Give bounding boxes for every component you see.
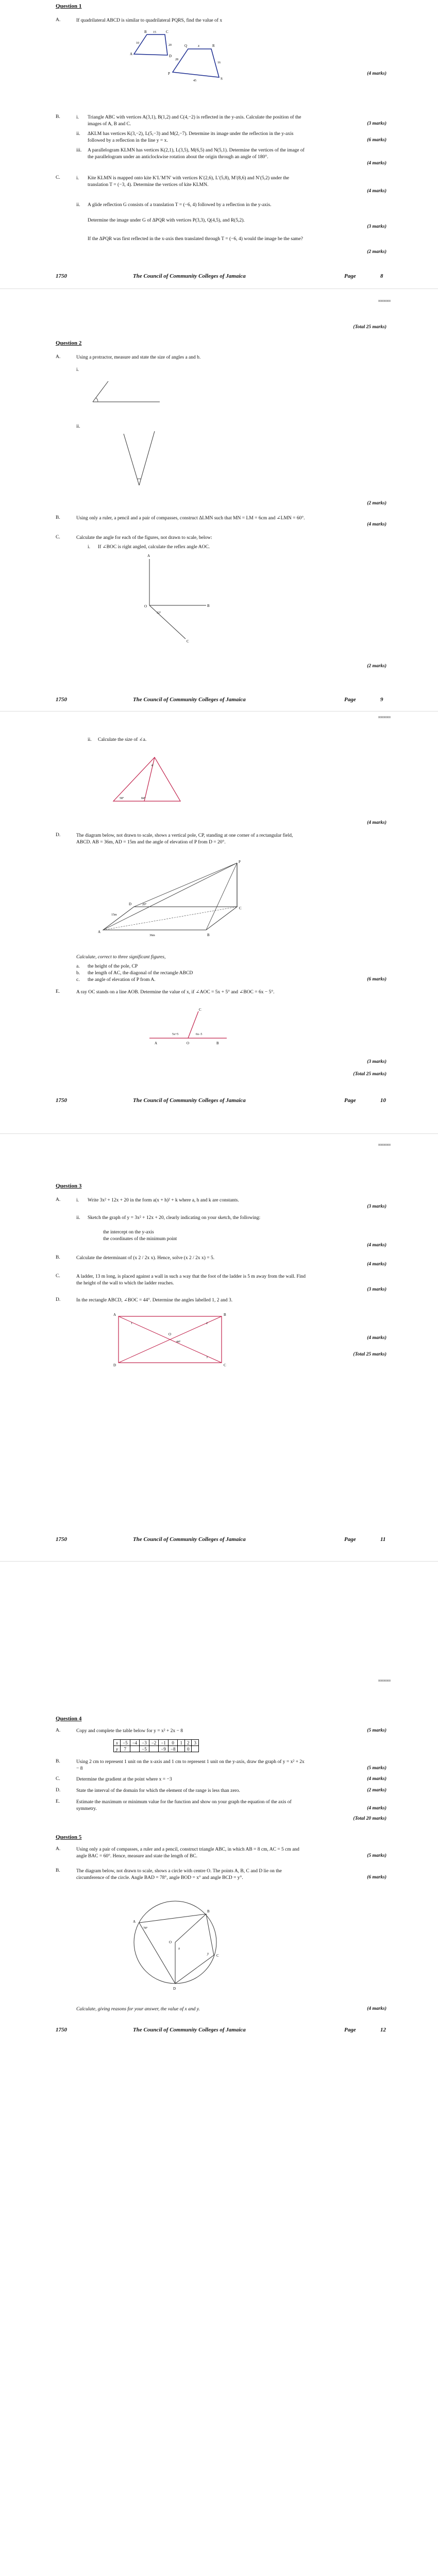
footer-page-number: 8 <box>380 273 383 279</box>
q2-d-fig-15m: 15m <box>111 913 117 917</box>
q2-c-i-marks: (2 marks) <box>367 664 386 669</box>
q2-e-fig-b: B <box>216 1041 219 1045</box>
q2-d-c-text: the angle of elevation of P from A. <box>88 977 156 982</box>
footer-code: 1750 <box>56 1536 67 1543</box>
q2-c-i-label: i. <box>88 545 91 550</box>
q2-d-b-text: the length of AC, the diagonal of the rectangle ABCD <box>88 971 193 976</box>
q3-b-label: B. <box>56 1255 60 1260</box>
table-cell <box>130 1746 140 1752</box>
page-code: 00000000 <box>378 1680 391 1683</box>
table-cell: y <box>114 1746 121 1752</box>
q2-c-i-fig-b: B <box>207 604 210 608</box>
q2-d-marks: (6 marks) <box>367 977 386 982</box>
q4-total: (Total 20 marks) <box>353 1816 386 1821</box>
q1-b-ii-text: ΔKLM has vertices K(3,−2), L(5,−3) and M(2,−7). Determine its image under the reflection in the y-axis followed by a reflection in the line y = x. <box>88 131 294 143</box>
q4-b-text: Using 2 cm to represent 1 unit on the x-axis and 1 cm to represent 1 unit on the y-axis, draw the graph of y = x² + 2x − 8 <box>76 1759 305 1771</box>
table-cell: 2 <box>184 1740 192 1746</box>
q1-c-i-text: Kite KLMN is mapped onto kite K′L′M′N′ with vertices K′(2,6), L′(5,8), M′(8,6) and N′(5,2) under the translation T = (−3, 4). Determine the vertices of kite KLMN. <box>88 176 290 188</box>
q1-a-fig-side-x: x <box>198 44 200 48</box>
q4-c-label: C. <box>56 1776 60 1782</box>
q2-d-a-label: a. <box>76 964 80 969</box>
q1-c-ii-text2: Determine the image under G of ΔPQR with vertices P(3,3), Q(4,5), and R(5,2). <box>88 218 245 223</box>
table-cell: −9 <box>159 1746 169 1752</box>
table-cell: −2 <box>149 1740 159 1746</box>
footer-council: The Council of Community Colleges of Jamaica <box>133 273 246 279</box>
q5-a-marks: (5 marks) <box>367 1853 386 1858</box>
q2-c-ii-fig-a: a <box>151 763 154 767</box>
q2-c-label: C. <box>56 535 60 540</box>
q1-c-i-marks: (4 marks) <box>367 189 386 194</box>
q1-a-fig-label-s: S <box>221 77 223 81</box>
q3-a-ii-marks: (4 marks) <box>367 1243 386 1248</box>
q3-a-i-text: Write 3x² + 12x + 20 in the form a(x + h)² + k where a, h and k are constants. <box>88 1198 239 1203</box>
table-cell: −1 <box>159 1740 169 1746</box>
footer-council: The Council of Community Colleges of Jamaica <box>133 1536 246 1543</box>
q1-b-i-text: Triangle ABC with vertices A(3,1), B(1,2) and C(4,−2) is reflected in the y-axis. Calculate the position of the images of A, B and C. <box>88 115 301 127</box>
q4-a-values-table <box>113 1739 199 1752</box>
footer-code: 1750 <box>56 2027 67 2033</box>
table-row-x <box>114 1740 199 1746</box>
q3-b-text: Calculate the determinant of (x 2 / 2x x). Hence, solve (x 2 / 2x x) = 5. <box>76 1256 215 1261</box>
q1-a-fig-label-c: C <box>166 30 169 34</box>
q3-d-fig-a: A <box>113 1313 116 1317</box>
q4-a-label: A. <box>56 1728 61 1733</box>
q1-a-fig-side-10: 10 <box>136 42 139 45</box>
q2-a-angle-b-figure <box>119 423 180 490</box>
footer-page-word: Page <box>344 1536 356 1543</box>
q4-d-text: State the interval of the domain for which the element of the range is less than zero. <box>76 1788 240 1793</box>
footer-page-number: 11 <box>380 1536 386 1543</box>
q2-c-ii-label: ii. <box>88 737 92 742</box>
q4-d-marks: (2 marks) <box>367 1788 386 1793</box>
page-code: 00000000 <box>378 716 391 719</box>
q5-b-circle-figure <box>119 1891 232 1994</box>
q2-c-ii-text: Calculate the size of ∠a. <box>98 737 147 742</box>
table-cell: −5 <box>140 1746 149 1752</box>
q5-b-fig-y: y <box>207 1952 209 1956</box>
q1-b-i-label: i. <box>76 115 79 120</box>
q5-a-text: Using only a pair of compasses, a ruler and a pencil, construct triangle ABC, in which AB = 8 cm, AC = 5 cm and angle BAC = 60°. Hence, measure and state the length of BC. <box>76 1847 299 1859</box>
q1-a-fig-label-q: Q <box>184 44 188 48</box>
q4-c-marks: (4 marks) <box>367 1776 386 1782</box>
q2-c-text: Calculate the angle for each of the figures, not drawn to scale, below: <box>76 535 212 540</box>
footer-council: The Council of Community Colleges of Jamaica <box>133 2027 246 2033</box>
q5-b-fig-b: B <box>207 1909 210 1913</box>
q5-b-text: The diagram below, not drawn to scale, shows a circle with centre O. The points A, B, C and D lie on the circumference of the circle. Angle BAD = 78°, angle BOD = x° and angle BCD = y°. <box>76 1869 282 1880</box>
q1-c-ii-marks: (3 marks) <box>367 224 386 229</box>
footer-council: The Council of Community Colleges of Jamaica <box>133 697 246 703</box>
q5-b-fig-o: O <box>169 1940 172 1944</box>
table-cell: 0 <box>184 1746 192 1752</box>
q2-c-i-fig-a: A <box>147 554 150 558</box>
q1-a-fig-label-b: B <box>144 30 147 34</box>
q2-e-fig-c: C <box>199 1008 201 1012</box>
q2-c-ii-triangle-figure <box>108 750 191 811</box>
q5-b-calc-marks: (4 marks) <box>367 2006 386 2011</box>
q4-a-text: Copy and complete the table below for y = x² + 2x − 8 <box>76 1728 183 1734</box>
q2-c-i-text: If ∠BOC is right angled, calculate the reflex angle AOC. <box>98 545 210 550</box>
q2-c-i-reflex-figure <box>134 554 211 652</box>
q2-a-label: A. <box>56 354 61 360</box>
q2-b-label: B. <box>56 515 60 520</box>
q2-total: (Total 25 marks) <box>353 1072 386 1077</box>
q2-e-fig-o: O <box>187 1041 190 1045</box>
q1-b-i-marks: (3 marks) <box>367 121 386 126</box>
q2-e-fig-angle1: 5x+5 <box>172 1033 179 1036</box>
q3-d-fig-3: 3 <box>206 1356 208 1359</box>
footer-page-number: 10 <box>380 1097 386 1104</box>
page-11 <box>0 1133 438 1571</box>
q1-a-marks: (4 marks) <box>367 71 386 76</box>
q2-d-fig-20deg: 20° <box>142 903 147 906</box>
q2-d-b-label: b. <box>76 971 80 976</box>
question-2-title: Question 2 <box>56 340 82 346</box>
q3-c-marks: (3 marks) <box>367 1287 386 1292</box>
page-code: 00000000 <box>378 300 391 303</box>
q2-d-text: The diagram below, not drawn to scale, shows a vertical pole, CP, standing at one corner of a rectangular field, ABCD. AB = 36m, AD = 15m and the angle of elevation of P from D = 20°. <box>76 833 293 845</box>
table-cell: 0 <box>168 1740 178 1746</box>
q3-total: (Total 25 marks) <box>353 1352 386 1357</box>
q1-a-fig-side-20: 20 <box>169 44 172 47</box>
q2-a-i-label: i. <box>76 367 79 372</box>
q1-b-iii-marks: (4 marks) <box>367 161 386 166</box>
q3-a-ii-a: the intercept on the y-axis <box>103 1230 154 1235</box>
footer-council: The Council of Community Colleges of Jamaica <box>133 1097 246 1104</box>
q3-d-marks: (4 marks) <box>367 1335 386 1341</box>
q1-b-label: B. <box>56 114 60 120</box>
q2-d-fig-b: B <box>207 933 210 937</box>
table-cell: −8 <box>168 1746 178 1752</box>
q1-a-label: A. <box>56 18 61 23</box>
page-code: 00000000 <box>378 1144 391 1147</box>
q5-b-fig-x: x <box>178 1946 180 1951</box>
footer-code: 1750 <box>56 697 67 703</box>
q4-d-label: D. <box>56 1788 61 1793</box>
q3-a-i-marks: (3 marks) <box>367 1204 386 1209</box>
question-3-title: Question 3 <box>56 1183 82 1189</box>
q1-c-ii-text: A glide reflection G consists of a translation T = (−6, 4) followed by a reflection in the y-axis. <box>88 202 272 208</box>
q2-e-label: E. <box>56 989 60 994</box>
q1-b-iii-label: iii. <box>76 148 82 153</box>
q1-a-fig-side-15: 15 <box>153 31 156 34</box>
q2-c-i-fig-angle: 32° <box>157 612 161 615</box>
q2-e-fig-angle2: 6x−5 <box>196 1033 203 1036</box>
q1-a-quadrilateral-figure <box>124 28 237 106</box>
q1-total: (Total 25 marks) <box>353 325 386 330</box>
q2-e-text: A ray OC stands on a line AOB. Determine the value of x, if ∠AOC = 5x + 5° and ∠BOC = 6x − 5°. <box>76 990 275 995</box>
q5-a-label: A. <box>56 1846 61 1852</box>
q2-a-marks: (2 marks) <box>367 501 386 506</box>
q4-a-marks: (5 marks) <box>367 1728 386 1733</box>
table-cell: −3 <box>140 1740 149 1746</box>
q4-e-text: Estimate the maximum or minimum value for the function and show on your graph the equation of the axis of symmetry. <box>76 1800 292 1811</box>
table-cell: 7 <box>121 1746 130 1752</box>
q1-c-label: C. <box>56 175 60 180</box>
table-cell: 3 <box>192 1740 199 1746</box>
q2-c-ii-fig-58: 58° <box>120 797 124 800</box>
q3-b-marks: (4 marks) <box>367 1262 386 1267</box>
q3-d-fig-b: B <box>224 1313 226 1317</box>
q1-c-ii-text3: If the ΔPQR was first reflected in the x-axis then translated through T = (−6, 4) would the image be the same? <box>88 236 303 242</box>
q4-b-marks: (5 marks) <box>367 1766 386 1771</box>
q3-d-label: D. <box>56 1297 61 1302</box>
footer-page-number: 9 <box>380 697 383 703</box>
q2-d-a-text: the height of the pole, CP <box>88 964 138 969</box>
q2-d-label: D. <box>56 833 61 838</box>
q1-b-ii-marks: (6 marks) <box>367 138 386 143</box>
question-1-title: Question 1 <box>56 3 82 9</box>
q3-d-text: In the rectangle ABCD, ∠BOC = 44°. Determine the angles labelled 1, 2 and 3. <box>76 1298 233 1303</box>
table-cell <box>192 1746 199 1752</box>
footer-code: 1750 <box>56 1097 67 1104</box>
q1-a-fig-label-a: A <box>130 52 133 56</box>
table-cell <box>149 1746 159 1752</box>
q1-a-fig-label-p: P <box>168 72 170 76</box>
q1-b-iii-text: A parallelogram KLMN has vertices K(2,1), L(3,5), M(6,5) and N(5,1). Determine the vertices of the image of the parallelogram under an anticlockwise rotation about the origin through an angle of 180°. <box>88 148 305 160</box>
table-cell <box>178 1746 185 1752</box>
q2-c-ii-marks: (4 marks) <box>367 820 386 825</box>
footer-page-word: Page <box>344 273 356 279</box>
footer-page-word: Page <box>344 2027 356 2033</box>
page-8 <box>0 0 438 289</box>
q1-a-fig-label-d: D <box>169 54 172 58</box>
q2-b-marks: (4 marks) <box>367 522 386 527</box>
table-cell: −5 <box>121 1740 130 1746</box>
q3-d-fig-44: 44° <box>176 1341 181 1344</box>
q3-a-ii-b: the coordinates of the minimum point <box>103 1236 177 1242</box>
q2-e-fig-a: A <box>155 1041 158 1045</box>
q5-b-calc: Calculate, giving reasons for your answer, the value of x and y. <box>76 2007 200 2012</box>
q3-d-fig-o: O <box>169 1332 172 1336</box>
footer-page-word: Page <box>344 697 356 703</box>
q3-c-label: C. <box>56 1274 60 1279</box>
q2-c-i-fig-o: O <box>144 604 147 608</box>
q3-a-i-label: i. <box>76 1198 79 1203</box>
table-cell: −4 <box>130 1740 140 1746</box>
q5-b-fig-78: 78° <box>143 1927 148 1930</box>
q1-a-fig-side-16: 16 <box>217 61 221 64</box>
q2-d-fig-d: D <box>129 902 132 906</box>
q2-d-fig-c: C <box>239 906 242 910</box>
table-cell: x <box>114 1740 121 1746</box>
q1-c-ii-marks2: (2 marks) <box>367 249 386 255</box>
q3-d-fig-c: C <box>224 1363 226 1367</box>
q2-d-calc: Calculate, correct to three significant figures, <box>76 955 166 960</box>
q1-a-fig-label-r: R <box>212 44 215 48</box>
q2-d-fig-a: A <box>98 930 101 934</box>
q5-b-fig-a: A <box>133 1920 136 1924</box>
question-4-title: Question 4 <box>56 1716 82 1722</box>
q2-a-text: Using a protractor, measure and state the size of angles a and b. <box>76 355 201 360</box>
q3-d-rectangle-figure <box>108 1309 242 1370</box>
q1-c-ii-label: ii. <box>76 202 80 208</box>
question-5-title: Question 5 <box>56 1834 82 1840</box>
footer-page-number: 12 <box>380 2027 386 2033</box>
q3-d-fig-2: 2 <box>206 1322 208 1325</box>
page-12 <box>0 1561 438 2524</box>
q3-a-ii-text: Sketch the graph of y = 3x² + 12x + 20, clearly indicating on your sketch, the following: <box>88 1215 261 1221</box>
q4-c-text: Determine the gradient at the point where x = −3 <box>76 1777 172 1782</box>
table-cell: 1 <box>178 1740 185 1746</box>
q3-a-label: A. <box>56 1197 61 1202</box>
q1-a-fig-side-45: 45 <box>193 79 196 82</box>
q2-c-ii-fig-84: 84° <box>141 797 146 800</box>
q2-c-i-fig-c: C <box>187 639 189 643</box>
q2-e-ray-figure <box>144 1007 232 1048</box>
q2-d-fig-p: P <box>239 860 241 864</box>
q2-a-angle-a-figure <box>82 371 186 412</box>
q2-b-text: Using only a ruler, a pencil and a pair of compasses, construct ΔLMN such that MN = LM = 6cm and ∠LMN = 60°. <box>76 516 305 521</box>
q1-c-i-label: i. <box>76 176 79 181</box>
q5-b-fig-d: D <box>173 1987 176 1991</box>
q2-d-pole-field-figure <box>93 858 247 945</box>
q1-a-text: If quadrilateral ABCD is similar to quadrilateral PQRS, find the value of x <box>76 18 223 23</box>
q5-b-fig-c: C <box>216 1954 219 1958</box>
q1-b-ii-label: ii. <box>76 131 80 137</box>
q2-d-fig-36m: 36m <box>149 934 155 937</box>
q5-b-label: B. <box>56 1868 60 1873</box>
q4-e-label: E. <box>56 1799 60 1804</box>
q5-b-marks: (6 marks) <box>367 1875 386 1880</box>
q4-e-marks: (4 marks) <box>367 1806 386 1811</box>
q1-a-fig-side-28: 28 <box>175 58 178 61</box>
table-row-y <box>114 1746 199 1752</box>
footer-code: 1750 <box>56 273 67 279</box>
q3-d-fig-1: 1 <box>131 1322 132 1325</box>
q3-a-ii-label: ii. <box>76 1215 80 1221</box>
q2-d-c-label: c. <box>76 977 80 982</box>
q4-b-label: B. <box>56 1759 60 1764</box>
q2-a-ii-label: ii. <box>76 424 80 429</box>
q3-c-text: A ladder, 13 m long, is placed against a wall in such a way that the foot of the ladder is 5 m away from the wall. Find the height of the wall to which the ladder reaches. <box>76 1274 306 1286</box>
footer-page-word: Page <box>344 1097 356 1104</box>
q3-d-fig-d: D <box>113 1363 116 1367</box>
q2-e-marks: (3 marks) <box>367 1059 386 1064</box>
